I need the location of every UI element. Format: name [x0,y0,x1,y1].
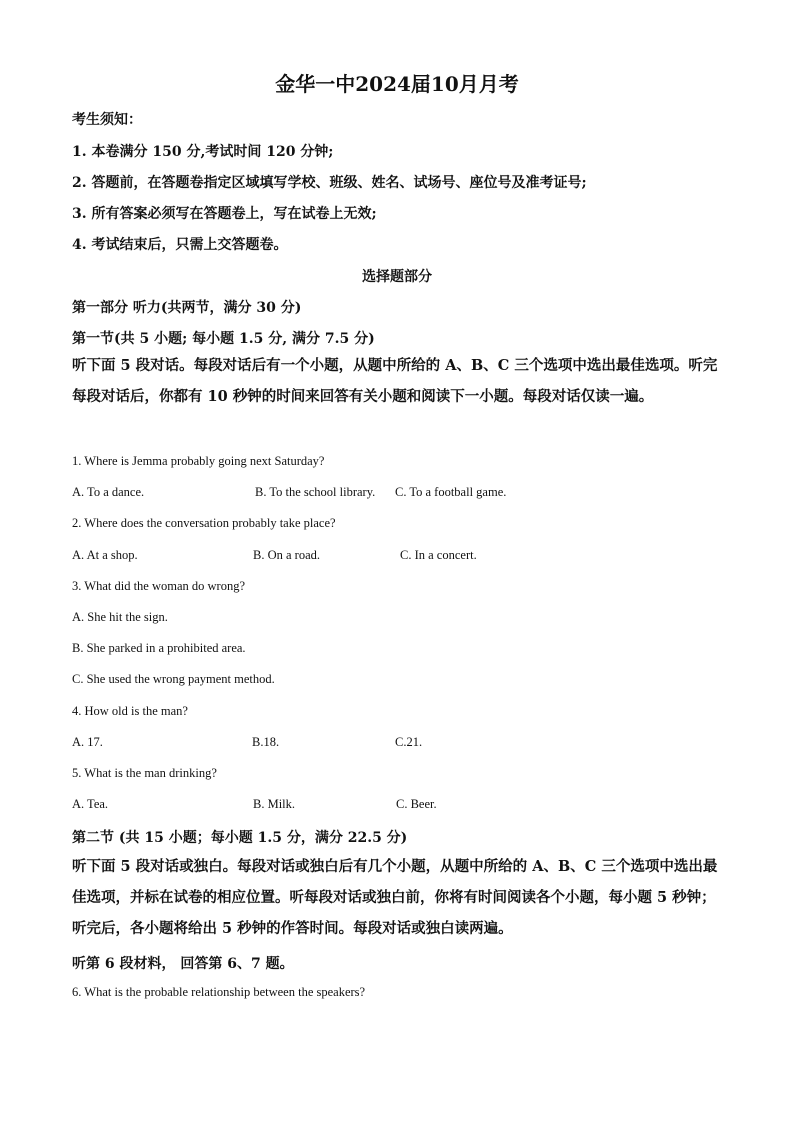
question-3-stem: 3. What did the woman do wrong? [72,579,245,593]
question-4-option-c: C.21. [395,735,423,749]
section2-heading: 第二节 (共 15 小题；每小题 1.5 分，满分 22.5 分) [72,830,408,846]
material-6-instruction: 听第 6 段材料， 回答第 6、7 题。 [72,956,294,972]
question-5-option-b: B. Milk. [253,797,296,811]
question-3-option-c: C. She used the wrong payment method. [72,672,275,686]
notice-item-1: 1. 本卷满分 150 分,考试时间 120 分钟; [72,144,334,160]
question-4-option-b: B.18. [252,735,280,749]
question-1-option-a: A. To a dance. [72,485,145,499]
question-1-stem: 1. Where is Jemma probably going next Saturday? [72,454,325,468]
question-2-option-a: A. At a shop. [72,548,138,562]
section1-heading: 第一节(共 5 小题; 每小题 1.5 分, 满分 7.5 分) [72,331,375,347]
question-3-option-b: B. She parked in a prohibited area. [72,641,246,655]
question-1-option-b: B. To the school library. [255,485,376,499]
question-3-option-a: A. She hit the sign. [72,610,168,624]
question-5-option-a: A. Tea. [72,797,109,811]
part1-heading: 第一部分 听力(共两节，满分 30 分) [72,300,302,316]
section-title: 选择题部分 [362,269,432,285]
question-4-stem: 4. How old is the man? [72,704,188,718]
question-5-option-c: C. Beer. [396,797,437,811]
question-2-option-c: C. In a concert. [400,548,477,562]
section1-instructions: 听下面 5 段对话。每段对话后有一个小题，从题中所给的 A、B、C 三个选项中选出最佳选项。听完每段对话后，你都有 10 秒钟的时间来回答有关小题和阅读下一小题。每段对话仅读一遍。 [72,357,718,405]
question-5-stem: 5. What is the man drinking? [72,766,217,780]
notice-item-2: 2. 答题前，在答题卷指定区域填写学校、班级、姓名、试场号、座位号及准考证号; [72,175,587,191]
notice-item-3: 3. 所有答案必须写在答题卷上，写在试卷上无效; [72,206,377,222]
notice-heading: 考生须知： [72,112,142,128]
question-1-option-c: C. To a football game. [395,485,507,499]
section2-instructions: 听下面 5 段对话或独白。每段对话或独白后有几个小题，从题中所给的 A、B、C 三个选项中选出最佳选项，并标在试卷的相应位置。听每段对话或独白前，你将有时间阅读各个小题，每小题 5 秒钟；听完后，各小题将给出 5 秒钟的作答时间。每段对话或独白读两遍。 [72,858,718,937]
exam-title: 金华一中2024届10月月考 [275,72,519,96]
notice-item-4: 4. 考试结束后，只需上交答题卷。 [72,237,288,253]
question-2-option-b: B. On a road. [253,548,320,562]
question-4-option-a: A. 17. [72,735,103,749]
question-6-stem: 6. What is the probable relationship between the speakers? [72,985,366,999]
question-2-stem: 2. Where does the conversation probably take place? [72,516,336,530]
